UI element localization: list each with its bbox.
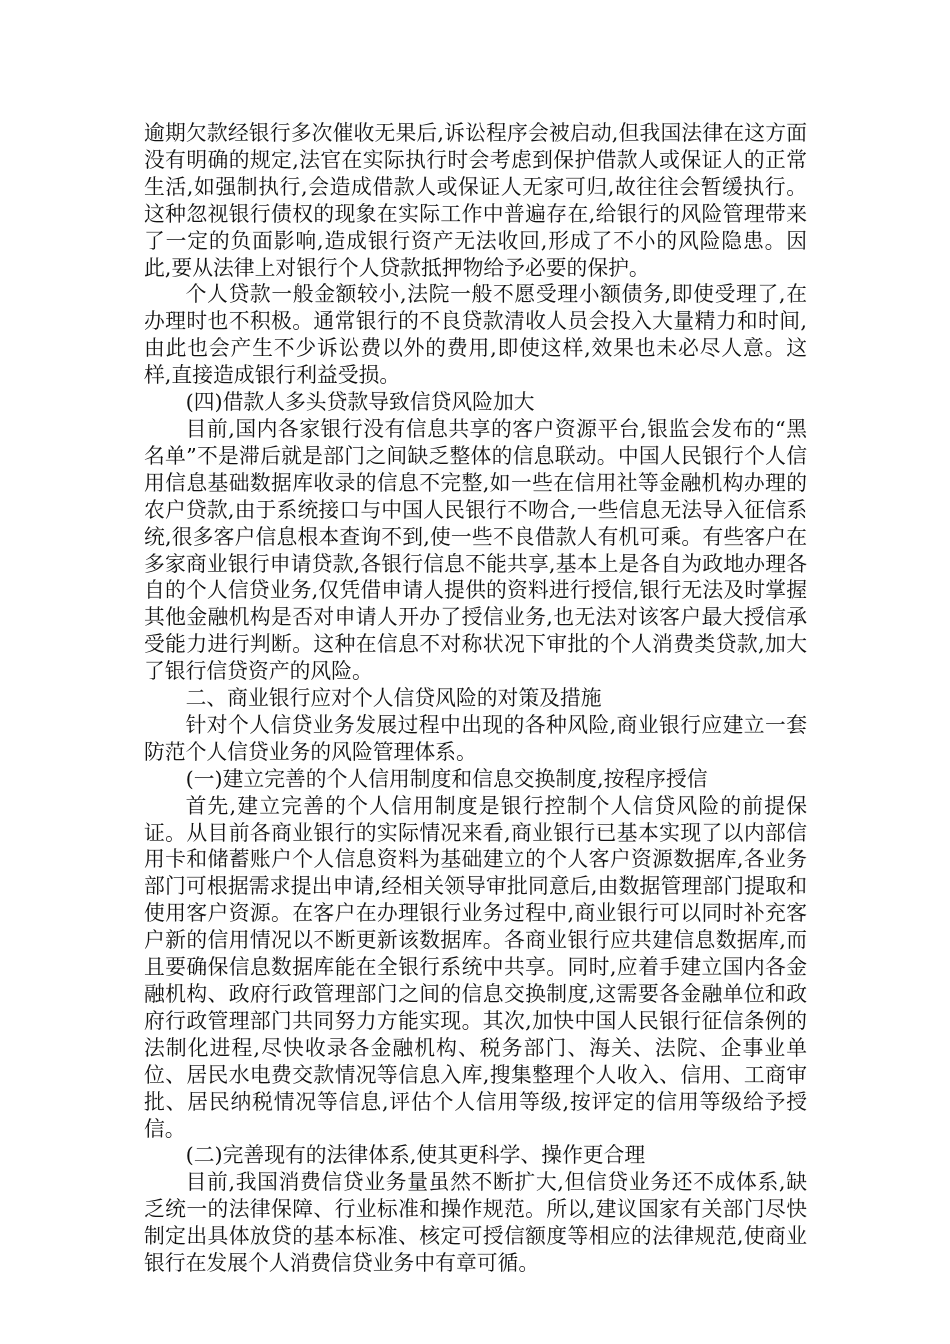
paragraph-overdue-litigation: 逾期欠款经银行多次催收无果后,诉讼程序会被启动,但我国法律在这方面没有明确的规定,法官在实际执行时会考虑到保护借款人或保证人的正常生活,如强制执行,会造成借款人或保证人无家可归,故往往会暂缓执行。这种忽视银行债权的现象在实际工作中普遍存在,给银行的风险管理带来了一定的负面影响,造成银行资产无法收回,形成了不小的风险隐患。因此,要从法律上对银行个人贷款抵押物给予必要的保护。 [144, 121, 807, 280]
section-heading-multiple-loans: (四)借款人多头贷款导致信贷风险加大 [185, 390, 535, 415]
chapter-heading-countermeasures: 二、商业银行应对个人信贷风险的对策及措施 [185, 686, 602, 711]
paragraph-credit-system: 首先,建立完善的个人信用制度是银行控制个人信贷风险的前提保证。从目前各商业银行的实际情况来看,商业银行已基本实现了以内部信用卡和储蓄账户个人信息资料为基础建立的个人客户资源数据库,各业务部门可根据需求提出申请,经相关领导审批同意后,由数据管理部门提取和使用客户资源。在客户在办理银行业务过程中,商业银行可以同时补充客户新的信用情况以不断更新该数据库。各商业银行应共建信息数据库,而且要确保信息数据库能在全银行系统中共享。同时,应着手建立国内各金融机构、政府行政管理部门之间的信息交换制度,这需要各金融单位和政府行政管理部门共同努力方能实现。其次,加快中国人民银行征信条例的法制化进程,尽快收录各金融机构、税务部门、海关、法院、企事业单位、居民水电费交款情况等信息入库,搜集整理个人收入、信用、工商审批、居民纳税情况等信息,评估个人信用等级,按评定的信用等级给予授信。 [144, 793, 807, 1141]
paragraph-info-sharing: 目前,国内各家银行没有信息共享的客户资源平台,银监会发布的“黑名单”不是滞后就是部门之间缺乏整体的信息联动。中国人民银行个人信用信息基础数据库收录的信息不完整,如一些在信用社等金融机构办理的农户贷款,由于系统接口与中国人民银行不吻合,一些信息无法导入征信系统,很多客户信息根本查询不到,使一些不良借款人有机可乘。有些客户在多家商业银行申请贷款,各银行信息不能共享,基本上是各自为政地办理各自的个人信贷业务,仅凭借申请人提供的资料进行授信,银行无法及时掌握其他金融机构是否对申请人开办了授信业务,也无法对该客户最大授信承受能力进行判断。这种在信息不对称状况下审批的个人消费类贷款,加大了银行信贷资产的风险。 [144, 416, 807, 684]
paragraph-risk-system: 针对个人信贷业务发展过程中出现的各种风险,商业银行应建立一套防范个人信贷业务的风险管理体系。 [144, 712, 807, 764]
paragraph-legal-system: 目前,我国消费信贷业务量虽然不断扩大,但信贷业务还不成体系,缺乏统一的法律保障、行业标准和操作规范。所以,建议国家有关部门尽快制定出具体放贷的基本标准、核定可授信额度等相应的法律规范,使商业银行在发展个人消费信贷业务中有章可循。 [144, 1170, 807, 1276]
section-heading-legal-system: (二)完善现有的法律体系,使其更科学、操作更合理 [185, 1143, 646, 1168]
section-heading-credit-system: (一)建立完善的个人信用制度和信息交换制度,按程序授信 [185, 766, 708, 791]
document-body [144, 120, 807, 1277]
paragraph-small-loans: 个人贷款一般金额较小,法院一般不愿受理小额债务,即使受理了,在办理时也不积极。通常银行的不良贷款清收人员会投入大量精力和时间,由此也会产生不少诉讼费以外的费用,即使这样,效果也未必尽人意。这样,直接造成银行利益受损。 [144, 282, 807, 388]
